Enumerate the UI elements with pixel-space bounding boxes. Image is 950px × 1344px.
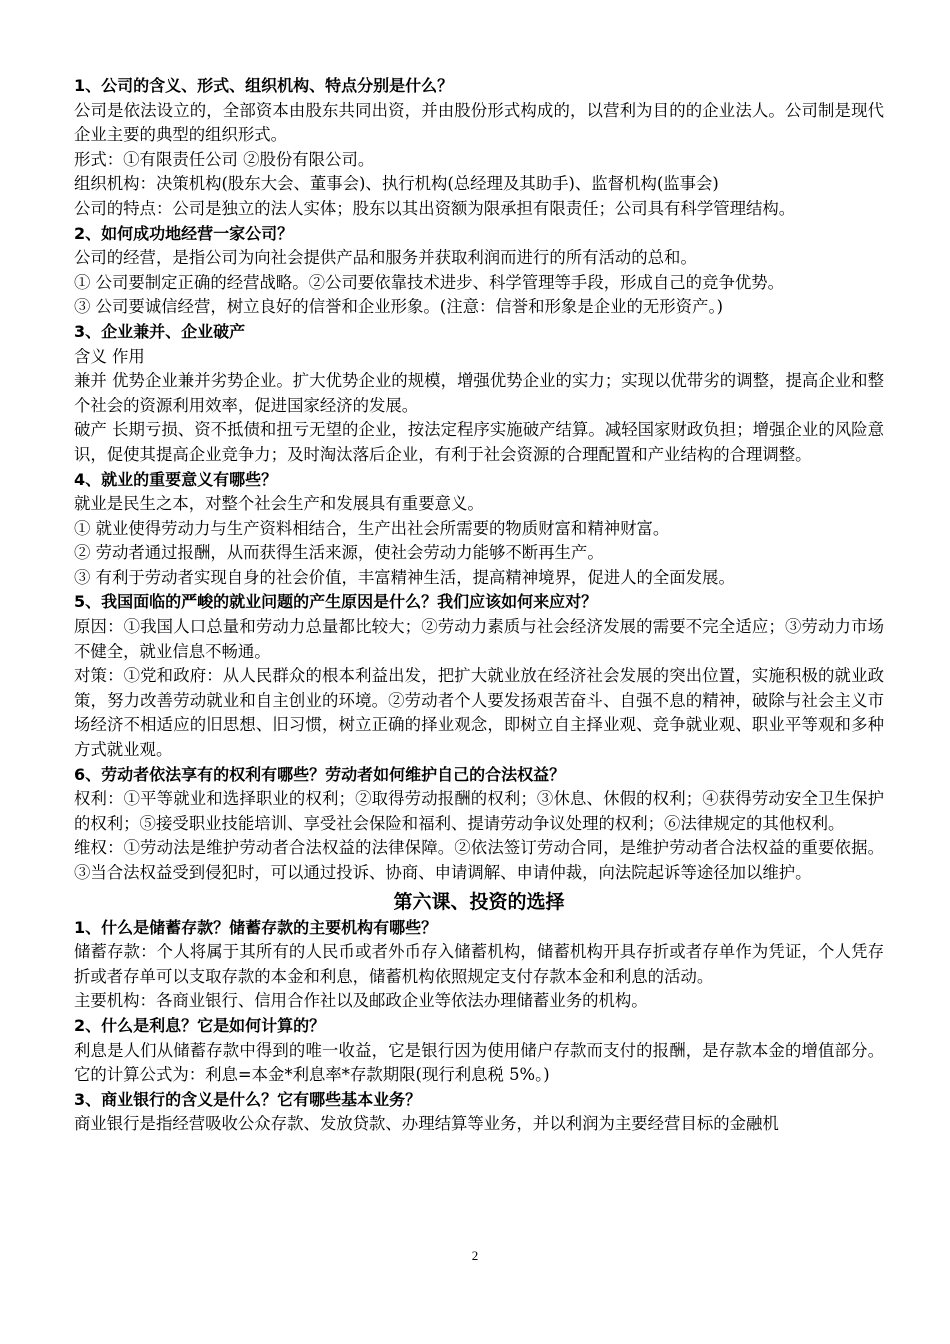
- heading: 6、劳动者依法享有的权利有哪些？劳动者如何维护自己的合法权益？: [74, 764, 566, 784]
- heading: 3、商业银行的含义是什么？它有哪些基本业务？: [74, 1089, 422, 1109]
- paragraph: 破产 长期亏损、资不抵债和扭亏无望的企业，按法定程序实施破产结算。减轻国家财政负担；增强企业的风险意识，促使其提高企业竞争力；及时淘汰落后企业，有利于社会资源的合理配置和产业结构的合理调整。: [74, 420, 884, 464]
- paragraph: 商业银行是指经营吸收公众存款、发放贷款、办理结算等业务，并以利润为主要经营目标的金融机: [74, 1114, 779, 1134]
- heading: 4、就业的重要意义有哪些？: [74, 469, 278, 489]
- paragraph: 原因：①我国人口总量和劳动力总量都比较大；②劳动力素质与社会经济发展的需要不完全适应；③劳动力市场不健全，就业信息不畅通。: [74, 617, 884, 661]
- paragraph: ① 公司要制定正确的经营战略。②公司要依靠技术进步、科学管理等手段，形成自己的竞争优势。: [74, 272, 785, 292]
- paragraph: 维权：①劳动法是维护劳动者合法权益的法律保障。②依法签订劳动合同，是维护劳动者合法权益的重要依据。③当合法权益受到侵犯时，可以通过投诉、协商、申请调解、申请仲裁，向法院起诉等途径加以维护。: [74, 838, 884, 882]
- document-body: [74, 74, 884, 1137]
- paragraph: 权利：①平等就业和选择职业的权利；②取得劳动报酬的权利；③休息、休假的权利；④获得劳动安全卫生保护的权利；⑤接受职业技能培训、享受社会保险和福利、提请劳动争议处理的权利；⑥法律规定的其他权利。: [74, 789, 884, 833]
- paragraph: ① 就业使得劳动力与生产资料相结合，生产出社会所需要的物质财富和精神财富。: [74, 518, 670, 538]
- paragraph: 公司是依法设立的，全部资本由股东共同出资，并由股份形式构成的，以营利为目的的企业法人。公司制是现代企业主要的典型的组织形式。: [74, 100, 884, 145]
- heading: 1、什么是储蓄存款？储蓄存款的主要机构有哪些？: [74, 917, 438, 937]
- page-number: 2: [471, 1248, 479, 1263]
- paragraph: 公司的特点：公司是独立的法人实体；股东以其出资额为限承担有限责任；公司具有科学管理结构。: [74, 198, 796, 218]
- paragraph: 公司的经营，是指公司为向社会提供产品和服务并获取利润而进行的所有活动的总和。: [74, 248, 697, 268]
- paragraph: ③ 公司要诚信经营，树立良好的信誉和企业形象。(注意：信誉和形象是企业的无形资产。): [74, 297, 724, 317]
- heading: 2、如何成功地经营一家公司？: [74, 223, 294, 243]
- paragraph: 形式：①有限责任公司 ②股份有限公司。: [74, 149, 375, 169]
- paragraph: ③ 有利于劳动者实现自身的社会价值，丰富精神生活，提高精神境界，促进人的全面发展。: [74, 567, 735, 587]
- paragraph: 含义 作用: [74, 346, 145, 366]
- paragraph: 对策：①党和政府：从人民群众的根本利益出发，把扩大就业放在经济社会发展的突出位置，实施积极的就业政策，努力改善劳动就业和自主创业的环境。②劳动者个人要发扬艰苦奋斗、自强不息的精神，破除与社会主义市场经济不相适应的旧思想、旧习惯，树立正确的择业观念，即树立自主择业观、竞争就业观、职业平等观和多种方式就业观。: [74, 666, 884, 760]
- heading: 5、我国面临的严峻的就业问题的产生原因是什么？我们应该如何来应对？: [74, 592, 598, 612]
- paragraph: 兼并 优势企业兼并劣势企业。扩大优势企业的规模，增强优势企业的实力；实现以优带劣的调整，提高企业和整个社会的资源利用效率，促进国家经济的发展。: [74, 371, 884, 415]
- heading: 1、公司的含义、形式、组织机构、特点分别是什么？: [74, 76, 454, 95]
- heading: 3、企业兼并、企业破产: [74, 321, 246, 341]
- heading: 2、什么是利息？它是如何计算的？: [74, 1015, 326, 1035]
- paragraph: 主要机构：各商业银行、信用合作社以及邮政企业等依法办理储蓄业务的机构。: [74, 991, 648, 1011]
- paragraph: 就业是民生之本，对整个社会生产和发展具有重要意义。: [74, 494, 484, 514]
- lesson-title: 第六课、投资的选择: [393, 890, 565, 913]
- paragraph: 组织机构：决策机构(股东大会、董事会)、执行机构(总经理及其助手)、监督机构(监事会): [74, 174, 719, 194]
- paragraph: 储蓄存款：个人将属于其所有的人民币或者外币存入储蓄机构，储蓄机构开具存折或者存单作为凭证，个人凭存折或者存单可以支取存款的本金和利息，储蓄机构依照规定支付存款本金和利息的活动。: [74, 942, 884, 986]
- paragraph: ② 劳动者通过报酬，从而获得生活来源，使社会劳动力能够不断再生产。: [74, 543, 604, 563]
- paragraph: 利息是人们从储蓄存款中得到的唯一收益，它是银行因为使用储户存款而支付的报酬，是存款本金的增值部分。它的计算公式为：利息=本金*利息率*存款期限(现行利息税 5%。): [74, 1040, 884, 1085]
